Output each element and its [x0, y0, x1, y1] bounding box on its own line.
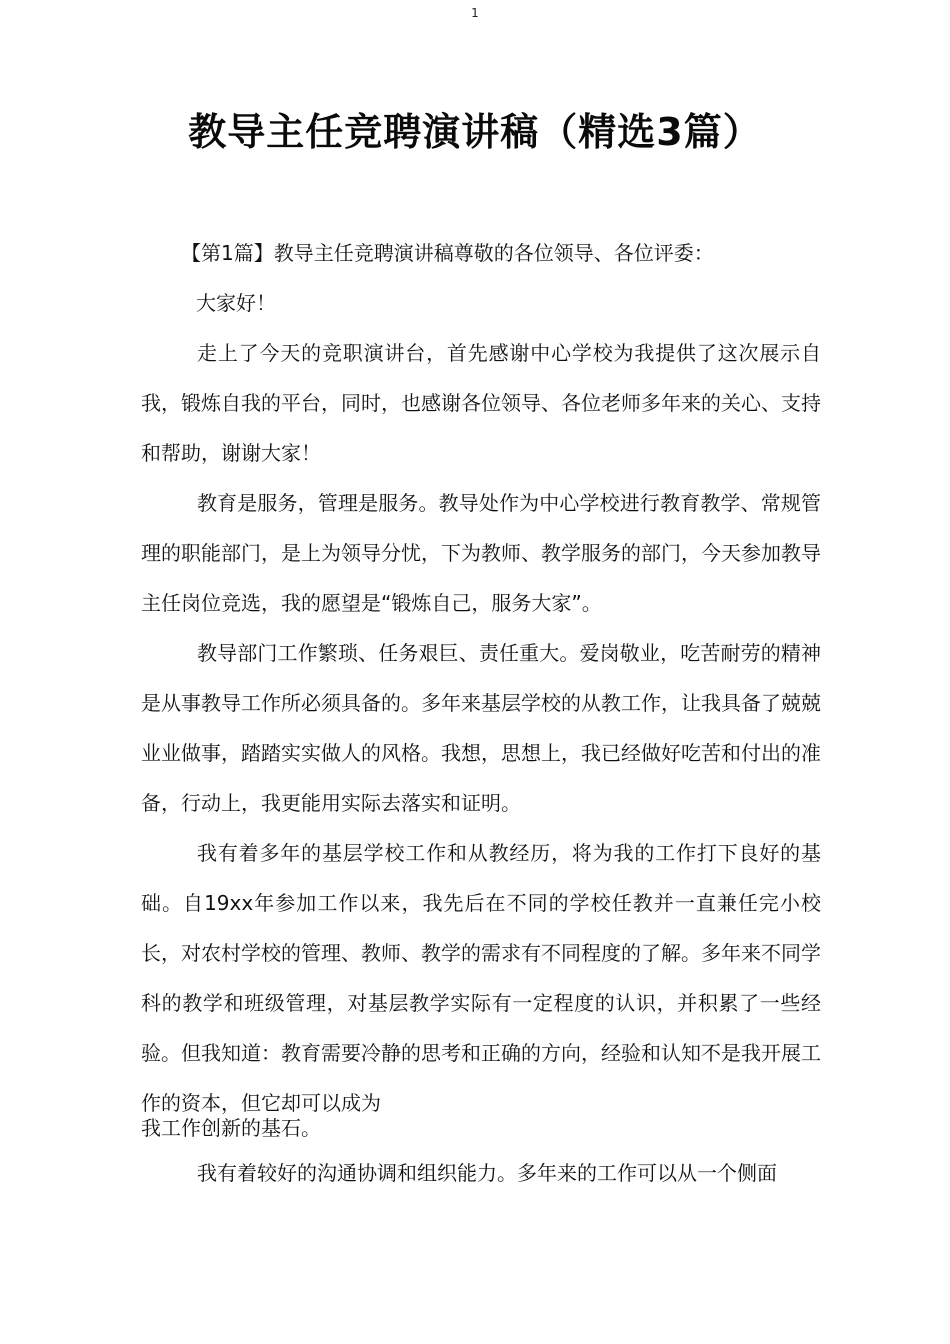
greeting: 大家好！	[196, 291, 276, 315]
page-number: 1	[471, 6, 479, 20]
article-header: 【第1篇】教导主任竞聘演讲稿尊敬的各位领导、各位评委：	[181, 241, 714, 265]
paragraph-4-continuation: 我工作创新的基石。	[141, 1116, 321, 1140]
document-title: 教导主任竞聘演讲稿（精选3篇）	[188, 110, 762, 154]
paragraph-1: 走上了今天的竞职演讲台，首先感谢中心学校为我提供了这次展示自我，锻炼自我的平台，同时，也感谢各位领导、各位老师多年来的关心、支持和帮助，谢谢大家！	[141, 341, 821, 465]
paragraph-3: 教导部门工作繁琐、任务艰巨、责任重大。爱岗敬业，吃苦耐劳的精神是从事教导工作所必须具备的。多年来基层学校的从教工作，让我具备了兢兢业业做事，踏踏实实做人的风格。我想，思想上，我已经做好吃苦和付出的准备，行动上，我更能用实际去落实和证明。	[141, 641, 821, 815]
paragraph-5: 我有着较好的沟通协调和组织能力。多年来的工作可以从一个侧面	[197, 1161, 777, 1185]
paragraph-2: 教育是服务，管理是服务。教导处作为中心学校进行教育教学、常规管理的职能部门，是上为领导分忧，下为教师、教学服务的部门，今天参加教导主任岗位竞选，我的愿望是“锻炼自己，服务大家”。	[141, 491, 821, 615]
paragraph-4: 我有着多年的基层学校工作和从教经历，将为我的工作打下良好的基础。自19xx年参加工作以来，我先后在不同的学校任教并一直兼任完小校长，对农村学校的管理、教师、教学的需求有不同程度的了解。多年来不同学科的教学和班级管理，对基层教学实际有一定程度的认识，并积累了一些经验。但我知道：教育需要冷静的思考和正确的方向，经验和认知不是我开展工作的资本，但它却可以成为	[141, 841, 821, 1115]
